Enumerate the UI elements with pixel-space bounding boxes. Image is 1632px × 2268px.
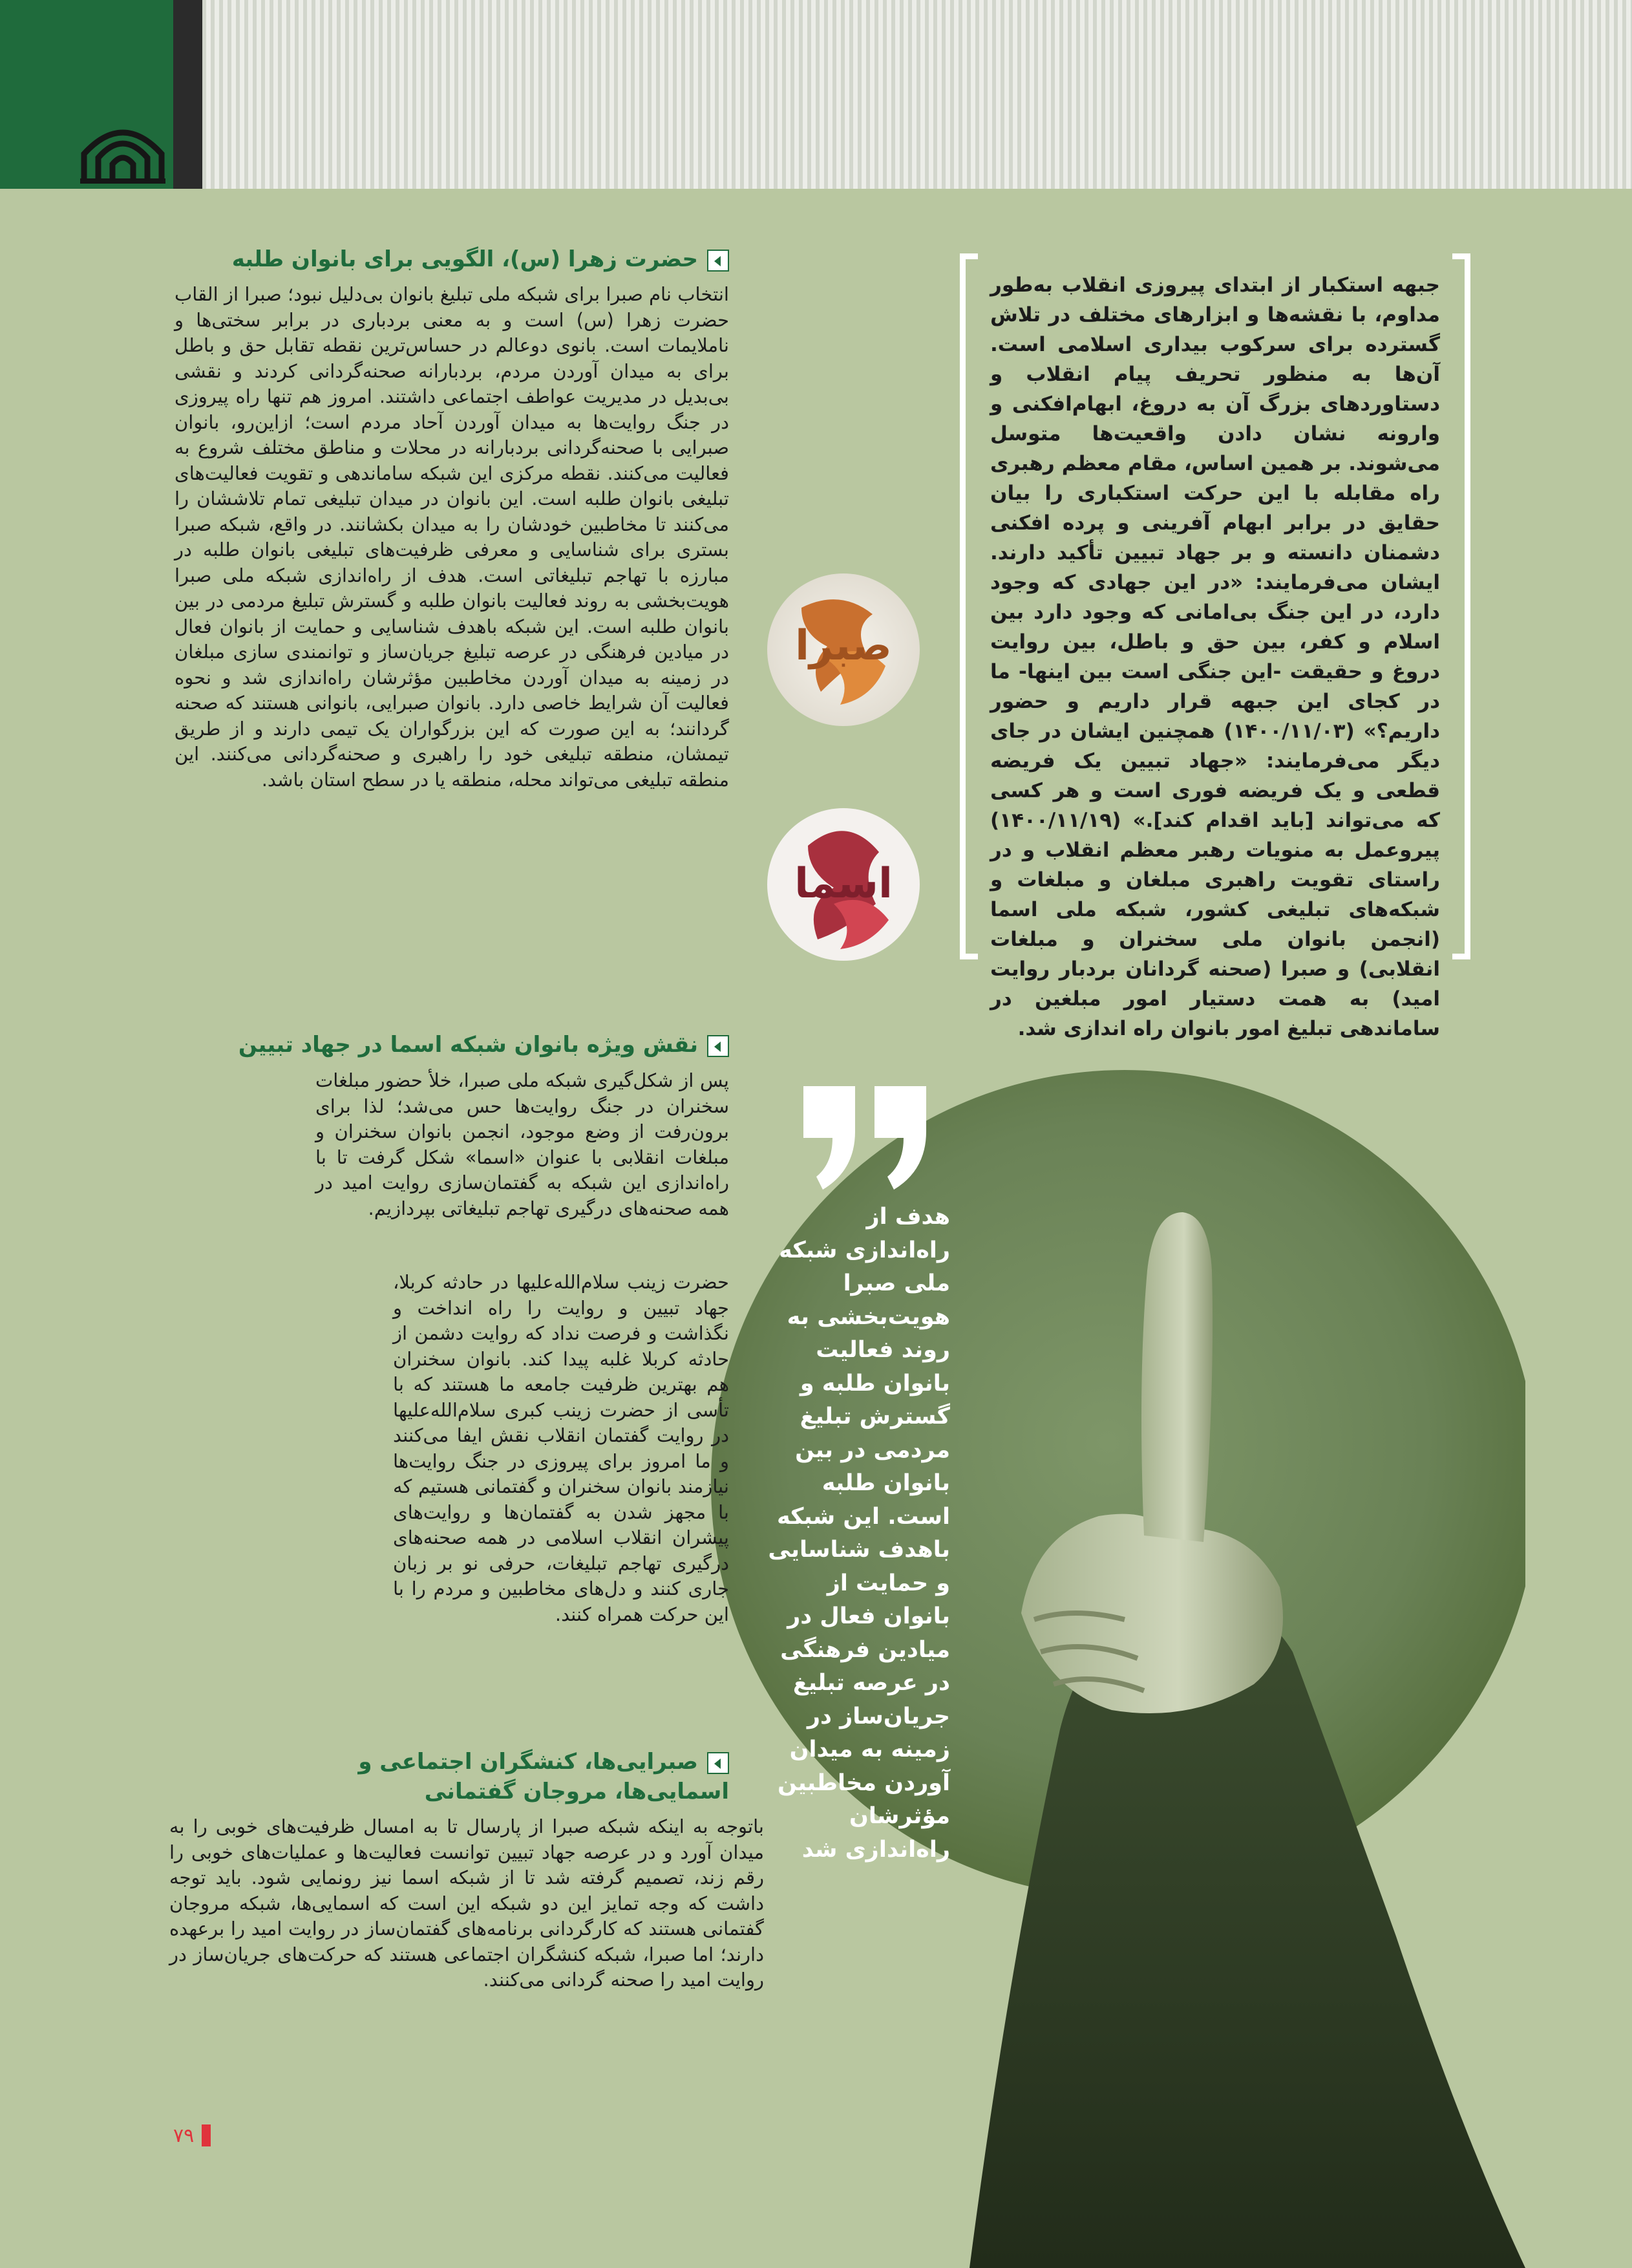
header-dark-bar: [173, 0, 202, 189]
sabra-logo: [763, 569, 924, 731]
section-bullet-icon: [707, 250, 729, 272]
section-title-zahra: حضرت زهرا (س)، الگویی برای بانوان طلبه: [175, 244, 729, 274]
section-body-asma-2: حضرت زینب سلام‌الله‌علیها در حادثه کربلا، جهاد تبیین و روایت را راه انداخت و نگذاشت و فرصت نداد که روایت دشمن از حادثه کربلا غلبه پیدا کند. بانوان سخنران هم بهترین ظرفیت جامعه ما هستند که با تأسی از حضرت زینب کبری سلام‌الله‌علیها در روایت گفتمان انقلاب نقش ایفا می‌کنند و ما امروز برای پیروزی در جنگ روایت‌ها نیازمند بانوان سخنران و گفتمانی هستیم که با مجهز شدن به گفتمان‌ها و روایت‌های پیشران انقلاب اسلامی در همه صحنه‌های درگیری تهاجم تبلیغات، حرفی نو بر زبان جاری کنند و دل‌های مخاطبین و مردم را با این حرکت همراه کنند.: [393, 1271, 729, 1625]
section-title-sabra-asma: صبرایی‌ها، کنشگران اجتماعی و اسمایی‌ها، مروجان گفتمانی: [358, 1749, 729, 1804]
mosque-dome-icon: [78, 115, 168, 185]
section-bullet-icon: [707, 1752, 729, 1774]
header-stripes: [202, 0, 1632, 189]
svg-text:صبرا: صبرا: [795, 622, 892, 670]
section-body-sabra-asma: باتوجه به اینکه شبکه صبرا از پارسال تا به امسال ظرفیت‌های خوبی را به میدان آورد و در عرصه جهاد تبیین توانست فعالیت‌ها و عملیات‌های خوبی را رقم زند، تصمیم گرفته شد تا از شبکه اسما نیز رونمایی شود. باید توجه داشت که وجه تمایز این دو شبکه این است که اسمایی‌ها، شبکه مروجان گفتمانی هستند که کارگردانی برنامه‌های گفتمان‌ساز در روایت امید را برعهده دارند؛ اما صبرا، شبکه کنشگران اجتماعی هستند که حرکت‌های جریان‌ساز در روایت امید را صحنه گردانی می‌کنند.: [169, 1815, 764, 1991]
section-title-asma: نقش ویژه بانوان شبکه اسما در جهاد تبیین: [175, 1030, 729, 1060]
header-logo-block: [0, 0, 173, 189]
intro-box: [960, 253, 1470, 1040]
intro-box-text: جبهه استکبار از ابتدای پیروزی انقلاب به‌طور مداوم، با نقشه‌ها و ابزارهای مختلف در تلاش گسترده برای سرکوب بیداری اسلامی است. آن‌ها به منظور تحریف پیام انقلاب و دستاوردهای بزرگ آن به دروغ، ابهام‌افکنی و وارونه نشان دادن واقعیت‌ها متوسل می‌شوند. بر همین اساس، مقام معظم رهبری راه مقابله با این حرکت استکباری را بیان حقایق در برابر ابهام آفرینی و پرده افکنی دشمنان دانسته و بر جهاد تبیین تأکید دارند. ایشان می‌فرمایند: «در این جهادی که وجود دارد، در این جنگ بی‌امانی که وجود دارد بین اسلام و کفر، بین حق و باطل، بین روایت دروغ و حقیقت -این جنگی است بین اینها- ما در کجای این جبهه قرار داریم و حضور داریم؟» (۱۴۰۰/۱۱/۰۳) همچنین ایشان در جای دیگر می‌فرمایند: «جهاد تبیین یک فریضه قطعی و یک فریضه فوری است و هر کسی که می‌تواند [باید اقدام کند].» (۱۴۰۰/۱۱/۱۹) پیروعمل به منویات رهبر معظم انقلاب و در راستای تقویت راهبری مبلغان و مبلغات و شبکه‌های تبلیغی کشور، شبکه ملی اسما (انجمن بانوان ملی سخنران و مبلغات انقلابی) و صبرا (صحنه گردانان بردبار روایت امید) به همت دستیار امور مبلغین در ساماندهی تبلیغ امور بانوان راه اندازی شد.: [990, 273, 1440, 1040]
quotation-mark-icon: [800, 1086, 929, 1190]
asma-logo: [763, 800, 924, 968]
page-number-marker: [202, 2124, 211, 2146]
section-body-asma: پس از شکل‌گیری شبکه ملی صبرا، خلأ حضور مبلغات سخنران در جنگ روایت‌ها حس می‌شد؛ لذا برای برون‌رفت از وضع موجود، انجمن بانوان سخنران و مبلغات انقلابی با عنوان «اسما» شکل گرفت تا با راه‌اندازی این شبکه به گفتمان‌سازی روایت امید در همه صحنه‌های درگیری تهاجم تبلیغاتی بپردازیم.: [315, 1069, 729, 1219]
page-number: ۷۹: [173, 2124, 211, 2146]
section-body-zahra: انتخاب نام صبرا برای شبکه ملی تبلیغ بانوان بی‌دلیل نبود؛ صبرا از القاب حضرت زهرا (س) است و به معنی بردباری در برابر سختی‌ها و ناملایمات است. بانوی دوعالم در حساس‌ترین نقطه تقابل حق و باطل برای به میدان آوردن مردم، بردبارانه صحنه‌گردانی کردند و نقشی بی‌بدیل در مدیریت عواطف اجتماعی داشتند. امروز هم تنها راه پیروزی در جنگ روایت‌ها به میدان آوردن آحاد مردم است؛ ازاین‌رو، بانوان صبرایی با صحنه‌گردانی بردبارانه در محلات و مناطق مختلف شروع به فعالیت می‌کنند. نقطه مرکزی این شبکه ساماندهی و تقویت فعالیت‌های تبلیغی بانوان طلبه است. این بانوان در میدان تبلیغی تمام تلاششان را می‌کنند تا مخاطبین خودشان را به میدان بکشانند. در واقع، شبکه صبرا بستری برای شناسایی و معرفی ظرفیت‌های تبلیغی بانوان طلبه در مبارزه با تهاجم تبلیغاتی است. هدف از راه‌اندازی شبکه ملی صبرا هویت‌بخشی به روند فعالیت بانوان طلبه و گسترش تبلیغ مردمی در بین بانوان طلبه است. این شبکه باهدف شناسایی و حمایت از بانوان فعال در میادین فرهنگی در عرصه تبلیغ جریان‌ساز و توانمندی سازی مبلغان در زمینه به میدان آوردن مخاطبین مؤثرشان راه‌اندازی شد و نحوه فعالیت آن شرایط خاصی دارد. بانوان صبرایی، بانوانی هستند که صحنه گردانند؛ به این صورت که این بزرگواران یک تیمی دارند و از طریق تیمشان، منطقه تبلیغی خود را راهبری و صحنه‌گردانی می‌کنند. این منطقه تبلیغی می‌تواند محله، منطقه یا در سطح استان باشد.: [175, 283, 729, 791]
section-bullet-icon: [707, 1035, 729, 1057]
pull-quote: هدف از راه‌اندازی شبکه ملی صبرا هویت‌بخشی به روند فعالیت بانوان طلبه و گسترش تبلیغ مردمی در بین بانوان طلبه است. این شبکه باهدف شناسایی و حمایت از بانوان فعال در میادین فرهنگی در عرصه تبلیغ جریان‌ساز در زمینه به میدان آوردن مخاطبین مؤثرشان راه‌اندازی شد: [768, 1204, 950, 1863]
svg-text:اسما: اسما: [794, 860, 893, 908]
